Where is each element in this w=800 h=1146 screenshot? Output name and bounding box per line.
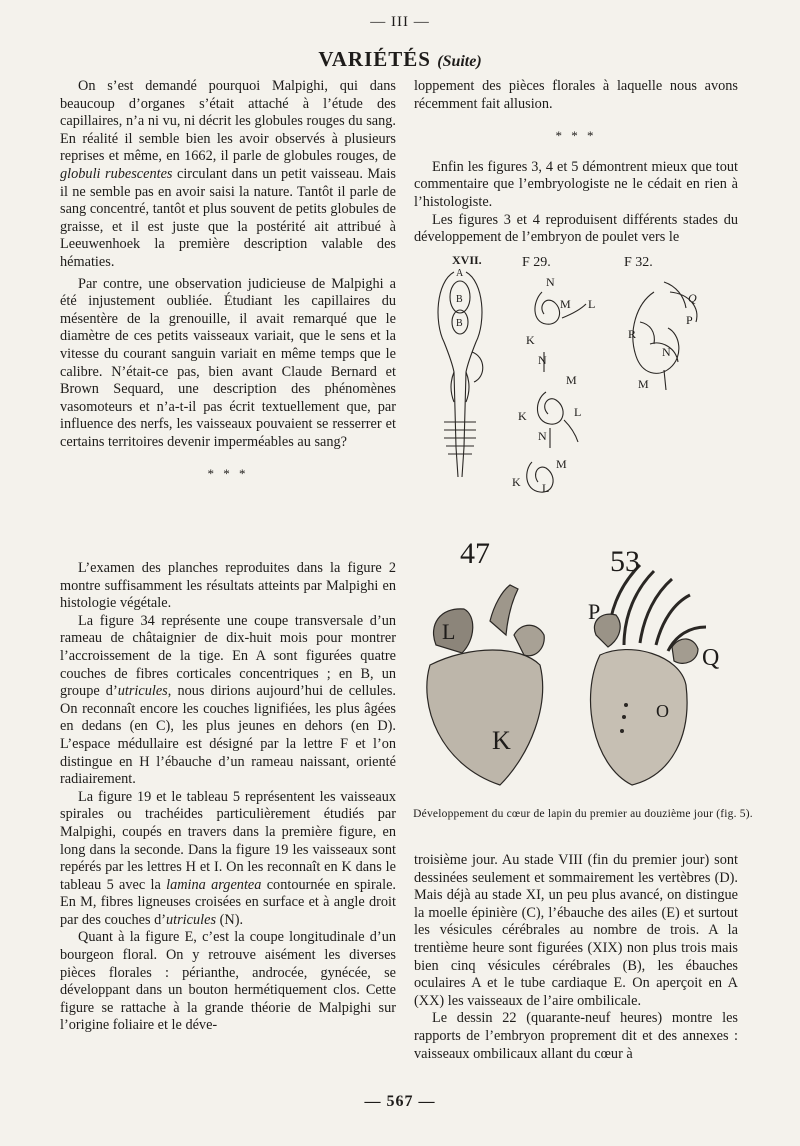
f29-letter-l3: L [542, 481, 550, 495]
f32-letter-r: R [628, 327, 637, 341]
paragraph-dessin-22: Le dessin 22 (quarante-neuf heures) montre les rapports de l’embryon proprement dit et des annexes : vaisseaux ombilicaux allant du cœur à [414, 1010, 738, 1062]
embryo-letter-b1: B [456, 294, 463, 305]
f29-letter-n2: N [538, 353, 547, 367]
f29-letter-m3: M [556, 457, 567, 471]
f29-letter-m2: M [566, 373, 577, 387]
left-column-top [60, 78, 396, 497]
paragraph-figures-3-4: Les figures 3 et 4 reproduisent différents stades du développement de l’embryon de poulet vers le [414, 211, 738, 246]
f29-letter-k1: K [526, 333, 535, 347]
f29-letter-n1: N [546, 275, 555, 289]
article-title [0, 47, 800, 72]
f29-letter-k2: K [518, 409, 527, 423]
title-text: VARIÉTÉS [318, 47, 431, 71]
heart-label-47: 47 [460, 537, 490, 570]
heart-letter-q: Q [702, 645, 720, 671]
f29-letter-m1: M [560, 297, 571, 311]
right-column-top [414, 78, 738, 247]
figure-caption: Développement du cœur de lapin du premier au douzième jour (fig. 5). [413, 808, 753, 820]
heart-letter-k: K [492, 726, 511, 755]
right-column-bottom [414, 852, 738, 1063]
figure-label-f29: F 29. [522, 255, 551, 270]
f29-letter-n3: N [538, 429, 547, 443]
figure-label-f32: F 32. [624, 255, 653, 270]
paragraph-embryologiste: Enfin les figures 3, 4 et 5 démontrent mieux que tout commentaire que l’embryologiste ne le cédait en rien à l’histologiste. [414, 158, 738, 210]
embryo-letter-a: A [456, 268, 464, 279]
heart-label-53: 53 [610, 545, 640, 578]
paragraph-planches: L’examen des planches reproduites dans la figure 2 montre suffisamment les résultats atteints par Malpighi en histologie végétale. [60, 560, 396, 612]
f32-letter-n: N [662, 345, 671, 359]
section-separator-right: * * * [555, 128, 597, 144]
page-number-bottom: — 567 — [364, 1093, 436, 1110]
page-number-top: — III — [370, 14, 430, 30]
embryo-letter-b2: B [456, 318, 463, 329]
paragraph-figure-e: Quant à la figure E, c’est la coupe longitudinale d’un bourgeon floral. On y retrouve aisément les diverses pièces florales : périanthe, androcée, gynécée, se développant dans un bouton hermétiquement clos. Cette figure se rattache à la grande théorie de Malpighi sur l’origine foliaire et le déve- [60, 929, 396, 1034]
paragraph-continuation: loppement des pièces florales à laquelle nous avons récemment fait allusion. [414, 78, 738, 112]
title-suffix: (Suite) [437, 53, 482, 70]
f29-letter-l2: L [574, 405, 582, 419]
heart-letter-p: P [588, 599, 601, 624]
embryo-figure [414, 252, 744, 507]
section-separator: * * * [207, 466, 249, 482]
heart-letter-l: L [442, 619, 456, 644]
f32-letter-m: M [638, 377, 649, 391]
paragraph-figure-19: La figure 19 et le tableau 5 représentent les vaisseaux spirales ou trachéides particulièrement étudiés par Malpighi, coupés en travers dans la première figure, en long dans la seconde. Dans la figure 19 les vaisseaux sont repérés par les lettres H et I. On les reconnaît en K dans le tableau 5 avec la lamina argentea contournée en spirale. En M, fibres ligneuses croisées en surface et à angle droit par des couches d’utricules (N). [60, 788, 396, 928]
f32-letter-p: P [686, 313, 693, 327]
paragraph-globules: On s’est demandé pourquoi Malpighi, qui dans beaucoup d’organes s’était attaché à l’étude des capillaires, n’a ni vu, ni décrit les globules rouges du sang. En réalité il semble bien les avoir observés à plusieurs reprises et même, en 1662, il parle de globules rouges, de globuli rubescentes circulant dans un petit vaisseau. Mais il ne semble pas en avoir saisi la nature. Tantôt il parle de sang concentré, tantôt et plus souvent de petits globules de graisse, et il est juste que la postérité ait attribué à Leeuwenhoek la première description valable des hématies. [60, 78, 396, 270]
left-column-bottom [60, 560, 396, 1035]
f29-letter-l1: L [588, 297, 596, 311]
paragraph-vasomoteurs: Par contre, une observation judicieuse de Malpighi a été injustement oubliée. Étudiant les capillaires du mésentère de la grenouille, il avait remarqué que le diamètre de ces petits vaisseaux variait, que le sens et la vitesse du courant sanguin variait en même temps que le calibre. N’était-ce pas, bien avant Claude Bernard et Brown Sequard, une description des phénomènes vasomoteurs et n’a-t-il pas écrit textuellement que, par influence des nerfs, les vaisseaux pouvaient se resserrer et certains territoires devenir imperméables au sang? [60, 275, 396, 450]
heart-letter-o: O [656, 701, 669, 721]
heart-figure [410, 535, 750, 805]
figure-label-xvii: XVII. [452, 253, 482, 267]
paragraph-stades: troisième jour. Au stade VIII (fin du premier jour) sont dessinées seulement et sommairement les vertèbres (D). Mais déjà au stade XI, un peu plus avancé, on distingue la moelle épinière (C), l’ébauche des ailes (E) et surtout les vésicules cérébrales au nombre de trois. A la trentième heure sont figurées (XIX) non plus trois mais bien cinq vésicules cérébrales (B), les ébauches oculaires A et le tube cardiaque E. On aperçoit en A (XX) les vaisseaux de l’aire ombilicale. [414, 852, 738, 1009]
f32-letter-q: Q [688, 291, 697, 305]
paragraph-figure-34: La figure 34 représente une coupe transversale d’un rameau de châtaignier de dix-huit mois pour montrer l’accroissement de la tige. En A sont figurées quatre couches de fibres corticales concentriques ; en B, un groupe d’utricules, nous dirions aujourd’hui de cellules. On reconnaît encore les couches lignifiées, les plus âgées en dedans (en C), les plus jeunes en dehors (en D). L’espace médullaire est désigné par la lettre F et l’on distingue en H l’ébauche d’un rameau naissant, orienté radiairement. [60, 612, 397, 788]
f29-letter-k3: K [512, 475, 521, 489]
